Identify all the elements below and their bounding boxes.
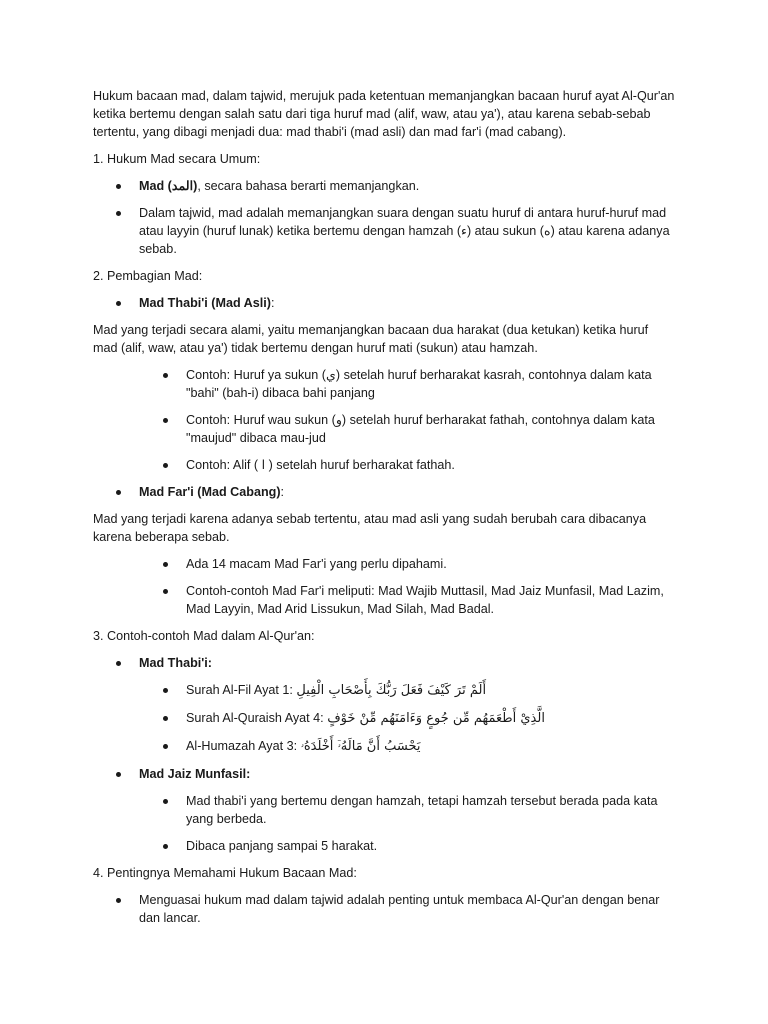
list-item: Ada 14 macam Mad Far'i yang perlu dipahami. — [93, 555, 675, 573]
list-item: Surah Al-Quraish Ayat 4: الَّذِيْ أَطْعَمَهُم مِّن جُوعٍ وَءَامَنَهُم مِّنْ خَوْفٍ — [93, 709, 675, 728]
examples-thabii-heading-list — [93, 654, 675, 672]
mad-fari-list — [93, 483, 675, 501]
list-item: Mad Thabi'i (Mad Asli): — [93, 294, 675, 312]
mad-fari-points — [93, 555, 675, 618]
term-mad-thabii-examples: Mad Thabi'i: — [139, 656, 212, 670]
list-item: Menguasai hukum mad dalam tajwid adalah penting untuk membaca Al-Qur'an dengan benar dan lancar. — [93, 891, 675, 927]
section-1-list — [93, 177, 675, 258]
list-item: Al-Humazah Ayat 3: يَحْسَبُ أَنَّ مَالَهُۥٓ أَخْلَدَهُۥ — [93, 737, 675, 756]
mad-thabii-description: Mad yang terjadi secara alami, yaitu memanjangkan bacaan dua harakat (dua ketukan) ketika huruf mad (alif, waw, atau ya') tidak bertemu dengan huruf mati (sukun) atau hamzah. — [93, 323, 649, 355]
jaiz-munfasil-heading-list — [93, 765, 675, 783]
list-item: Contoh-contoh Mad Far'i meliputi: Mad Wajib Muttasil, Mad Jaiz Munfasil, Mad Lazim, Mad Layyin, Mad Arid Lissukun, Mad Silah, Mad Badal. — [93, 582, 675, 618]
mad-thabii-examples — [93, 366, 675, 474]
list-item: Surah Al-Fil Ayat 1: أَلَمْ تَرَ كَيْفَ فَعَلَ رَبُّكَ بِأَصْحَابِ الْفِيلِ — [93, 681, 675, 700]
term-mad: Mad (المد) — [139, 179, 198, 193]
section-3-heading: 3. Contoh-contoh Mad dalam Al-Qur'an: — [93, 629, 315, 643]
arabic-verse: يَحْسَبُ أَنَّ مَالَهُۥٓ أَخْلَدَهُۥ — [300, 739, 421, 754]
mad-thabii-list — [93, 294, 675, 312]
section-2-heading: 2. Pembagian Mad: — [93, 269, 203, 283]
arabic-verse: أَلَمْ تَرَ كَيْفَ فَعَلَ رَبُّكَ بِأَصْحَابِ الْفِيلِ — [296, 683, 487, 698]
list-item: Contoh: Huruf ya sukun (ي) setelah huruf berharakat kasrah, contohnya dalam kata "bahi" (bah-i) dibaca bahi panjang — [93, 366, 675, 402]
list-item: Dibaca panjang sampai 5 harakat. — [93, 837, 675, 855]
section-4-heading: 4. Pentingnya Memahami Hukum Bacaan Mad: — [93, 866, 357, 880]
list-item: Contoh: Huruf wau sukun (و) setelah huruf berharakat fathah, contohnya dalam kata "maujud" dibaca mau-jud — [93, 411, 675, 447]
section-4-list — [93, 891, 675, 927]
list-item: Mad Far'i (Mad Cabang): — [93, 483, 675, 501]
jaiz-munfasil-points — [93, 792, 675, 855]
list-item — [93, 765, 675, 783]
list-item: Mad (المد), secara bahasa berarti memanjangkan. — [93, 177, 675, 195]
list-item: Contoh: Alif ( ا ) setelah huruf berharakat fathah. — [93, 456, 675, 474]
list-item — [93, 654, 675, 672]
intro-paragraph: Hukum bacaan mad, dalam tajwid, merujuk pada ketentuan memanjangkan bacaan huruf ayat Al-Qur'an ketika bertemu dengan salah satu dari tiga huruf mad (alif, waw, atau ya'), atau karena sebab-sebab tertentu, yang dibagi menjadi dua: mad thabi'i (mad asli) dan mad far'i (mad cabang). — [93, 89, 675, 139]
list-item: Mad thabi'i yang bertemu dengan hamzah, tetapi hamzah tersebut berada pada kata yang berbeda. — [93, 792, 675, 828]
term-mad-fari: Mad Far'i (Mad Cabang) — [139, 485, 281, 499]
document-body — [93, 87, 675, 936]
arabic-verse: الَّذِيْ أَطْعَمَهُم مِّن جُوعٍ وَءَامَنَهُم مِّنْ خَوْفٍ — [327, 711, 545, 726]
list-item: Dalam tajwid, mad adalah memanjangkan suara dengan suatu huruf di antara huruf-huruf mad atau layyin (huruf lunak) ketika bertemu dengan hamzah (ء) atau sukun (ه) atau karena adanya sebab. — [93, 204, 675, 258]
term-mad-thabii: Mad Thabi'i (Mad Asli) — [139, 296, 271, 310]
quran-examples-list — [93, 681, 675, 756]
mad-fari-description: Mad yang terjadi karena adanya sebab tertentu, atau mad asli yang sudah berubah cara dibacanya karena beberapa sebab. — [93, 512, 647, 544]
section-1-heading: 1. Hukum Mad secara Umum: — [93, 152, 261, 166]
term-mad-jaiz-munfasil: Mad Jaiz Munfasil: — [139, 767, 251, 781]
